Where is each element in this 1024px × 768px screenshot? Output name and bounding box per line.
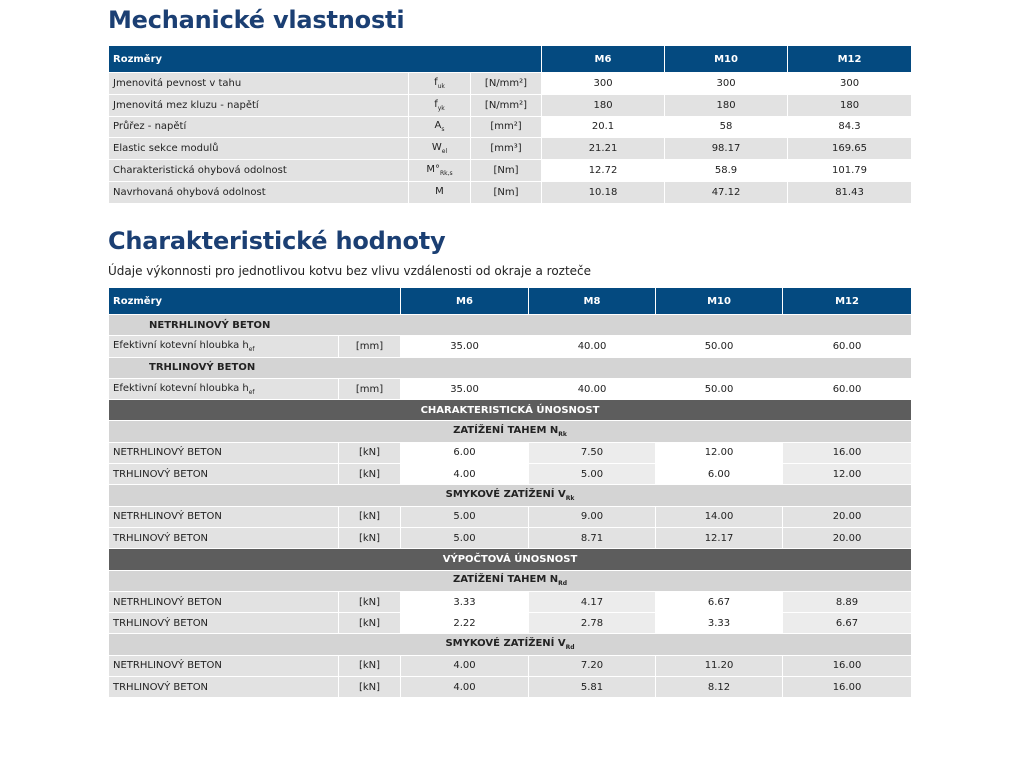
cell-value: 16.00 bbox=[783, 442, 912, 463]
cell-value: 16.00 bbox=[783, 677, 912, 698]
row-unit: [kN] bbox=[339, 591, 401, 612]
ef-sub: ef bbox=[248, 388, 255, 396]
table-header bbox=[109, 46, 912, 73]
trhlinovy-heading bbox=[109, 357, 912, 378]
cell-value: 300 bbox=[788, 73, 912, 95]
header-col: M10 bbox=[665, 46, 788, 73]
table-row bbox=[109, 160, 912, 182]
shear-rk-heading bbox=[109, 485, 912, 506]
cell-value: 8.71 bbox=[529, 527, 656, 548]
cell-value: 16.00 bbox=[783, 655, 912, 676]
tension-rd-heading bbox=[109, 570, 912, 591]
shear-rd-heading-label bbox=[109, 634, 912, 655]
cell-value: 40.00 bbox=[529, 336, 656, 357]
cell-value: 8.89 bbox=[783, 591, 912, 612]
page-title-mechanical: Mechanické vlastnosti bbox=[108, 6, 405, 34]
row-label: Průřez - napětí bbox=[109, 116, 409, 138]
cell-value: 4.00 bbox=[401, 655, 529, 676]
table-row bbox=[109, 442, 912, 463]
load-sub: Rd bbox=[565, 644, 575, 652]
table-row bbox=[109, 506, 912, 527]
table-row bbox=[109, 655, 912, 676]
cell-value: 20.00 bbox=[783, 506, 912, 527]
cell-value: 6.67 bbox=[656, 591, 783, 612]
cell-value: 5.00 bbox=[529, 464, 656, 485]
cell-value: 6.00 bbox=[401, 442, 529, 463]
cell-value: 12.00 bbox=[656, 442, 783, 463]
cell-value: 50.00 bbox=[656, 378, 783, 399]
cell-value: 6.00 bbox=[656, 464, 783, 485]
cell-value: 98.17 bbox=[665, 138, 788, 160]
table-row bbox=[109, 591, 912, 612]
cell-value: 6.67 bbox=[783, 613, 912, 634]
cell-value: 5.81 bbox=[529, 677, 656, 698]
mechanical-properties-table bbox=[108, 45, 912, 204]
row-label: Elastic sekce modulů bbox=[109, 138, 409, 160]
characteristic-heading-label: CHARAKTERISTICKÁ ÚNOSNOST bbox=[109, 400, 912, 421]
design-heading bbox=[109, 549, 912, 570]
cell-value: 21.21 bbox=[542, 138, 665, 160]
table-header bbox=[109, 288, 912, 315]
header-col: M10 bbox=[656, 288, 783, 315]
row-symbol bbox=[409, 94, 471, 116]
cell-value: 101.79 bbox=[788, 160, 912, 182]
row-unit: [N/mm²] bbox=[471, 73, 542, 95]
row-symbol bbox=[409, 160, 471, 182]
cell-value: 4.00 bbox=[401, 464, 529, 485]
cell-value: 180 bbox=[542, 94, 665, 116]
row-label: NETRHLINOVÝ BETON bbox=[109, 442, 339, 463]
cell-value: 81.43 bbox=[788, 181, 912, 203]
ef-label: Efektivní kotevní hloubka h bbox=[113, 339, 249, 351]
cell-value: 60.00 bbox=[783, 378, 912, 399]
tension-rk-heading-label bbox=[109, 421, 912, 442]
row-symbol bbox=[409, 73, 471, 95]
row-unit: [kN] bbox=[339, 506, 401, 527]
table-row bbox=[109, 116, 912, 138]
trhlinovy-heading-label: TRHLINOVÝ BETON bbox=[109, 357, 912, 378]
table-row bbox=[109, 73, 912, 95]
row-label: TRHLINOVÝ BETON bbox=[109, 464, 339, 485]
row-symbol bbox=[409, 138, 471, 160]
table-row bbox=[109, 181, 912, 203]
row-unit: [mm] bbox=[339, 378, 401, 399]
row-unit: [kN] bbox=[339, 464, 401, 485]
row-unit: [mm²] bbox=[471, 116, 542, 138]
cell-value: 60.00 bbox=[783, 336, 912, 357]
tension-rd-heading-label bbox=[109, 570, 912, 591]
cell-value: 5.00 bbox=[401, 506, 529, 527]
symbol-sub: uk bbox=[437, 82, 445, 90]
row-unit: [kN] bbox=[339, 527, 401, 548]
row-unit: [kN] bbox=[339, 442, 401, 463]
row-label: TRHLINOVÝ BETON bbox=[109, 613, 339, 634]
row-unit: [Nm] bbox=[471, 181, 542, 203]
header-col: M8 bbox=[529, 288, 656, 315]
cell-value: 4.17 bbox=[529, 591, 656, 612]
row-unit: [Nm] bbox=[471, 160, 542, 182]
cell-value: 3.33 bbox=[401, 591, 529, 612]
row-label bbox=[109, 378, 339, 399]
cell-value: 50.00 bbox=[656, 336, 783, 357]
row-label: TRHLINOVÝ BETON bbox=[109, 677, 339, 698]
row-unit: [mm³] bbox=[471, 138, 542, 160]
header-col: M6 bbox=[401, 288, 529, 315]
symbol-sub: s bbox=[441, 126, 445, 134]
row-label bbox=[109, 336, 339, 357]
cell-value: 12.72 bbox=[542, 160, 665, 182]
row-unit: [kN] bbox=[339, 613, 401, 634]
tension-rk-heading bbox=[109, 421, 912, 442]
load-sub: Rk bbox=[558, 431, 567, 439]
cell-value: 35.00 bbox=[401, 336, 529, 357]
cell-value: 35.00 bbox=[401, 378, 529, 399]
cell-value: 14.00 bbox=[656, 506, 783, 527]
row-label: Charakteristická ohybová odolnost bbox=[109, 160, 409, 182]
row-label: NETRHLINOVÝ BETON bbox=[109, 591, 339, 612]
table-row bbox=[109, 138, 912, 160]
cell-value: 84.3 bbox=[788, 116, 912, 138]
cell-value: 169.65 bbox=[788, 138, 912, 160]
cell-value: 12.00 bbox=[783, 464, 912, 485]
load-label: SMYKOVÉ ZATÍŽENÍ V bbox=[445, 638, 566, 650]
table-row bbox=[109, 613, 912, 634]
load-label: ZATÍŽENÍ TAHEM N bbox=[453, 425, 559, 437]
cell-value: 180 bbox=[665, 94, 788, 116]
header-label: Rozměry bbox=[109, 46, 542, 73]
cell-value: 2.22 bbox=[401, 613, 529, 634]
row-label: Navrhovaná ohybová odolnost bbox=[109, 181, 409, 203]
header-col: M12 bbox=[783, 288, 912, 315]
characteristic-values-table bbox=[108, 287, 912, 698]
symbol-sub: el bbox=[441, 148, 448, 156]
row-unit: [kN] bbox=[339, 655, 401, 676]
row-label: Jmenovitá pevnost v tahu bbox=[109, 73, 409, 95]
symbol-main: A bbox=[434, 120, 442, 132]
row-symbol bbox=[409, 116, 471, 138]
symbol-main: W bbox=[431, 142, 442, 154]
row-label: TRHLINOVÝ BETON bbox=[109, 527, 339, 548]
row-unit: [N/mm²] bbox=[471, 94, 542, 116]
cell-value: 5.00 bbox=[401, 527, 529, 548]
symbol-main: f bbox=[434, 76, 438, 88]
characteristic-heading bbox=[109, 400, 912, 421]
page-title-characteristic: Charakteristické hodnoty bbox=[108, 227, 446, 255]
symbol-main: M bbox=[435, 185, 444, 197]
symbol-main: f bbox=[434, 98, 438, 110]
cell-value: 10.18 bbox=[542, 181, 665, 203]
load-label: ZATÍŽENÍ TAHEM N bbox=[452, 574, 559, 586]
cell-value: 7.50 bbox=[529, 442, 656, 463]
table-row bbox=[109, 527, 912, 548]
cell-value: 58.9 bbox=[665, 160, 788, 182]
shear-rd-heading bbox=[109, 634, 912, 655]
row-symbol bbox=[409, 181, 471, 203]
symbol-main: M° bbox=[426, 164, 440, 176]
table-row bbox=[109, 378, 912, 399]
netrhlinovy-heading bbox=[109, 315, 912, 336]
cell-value: 4.00 bbox=[401, 677, 529, 698]
table-row bbox=[109, 94, 912, 116]
cell-value: 20.00 bbox=[783, 527, 912, 548]
load-sub: Rk bbox=[565, 495, 575, 503]
cell-value: 300 bbox=[665, 73, 788, 95]
table-row bbox=[109, 336, 912, 357]
table-row bbox=[109, 464, 912, 485]
row-label: NETRHLINOVÝ BETON bbox=[109, 506, 339, 527]
row-label: Jmenovitá mez kluzu - napětí bbox=[109, 94, 409, 116]
ef-sub: ef bbox=[248, 345, 255, 353]
cell-value: 58 bbox=[665, 116, 788, 138]
cell-value: 180 bbox=[788, 94, 912, 116]
header-label: Rozměry bbox=[109, 288, 401, 315]
table-row bbox=[109, 677, 912, 698]
header-col: M12 bbox=[788, 46, 912, 73]
cell-value: 8.12 bbox=[656, 677, 783, 698]
netrhlinovy-heading-label: NETRHLINOVÝ BETON bbox=[109, 315, 912, 336]
cell-value: 2.78 bbox=[529, 613, 656, 634]
row-unit: [kN] bbox=[339, 677, 401, 698]
cell-value: 9.00 bbox=[529, 506, 656, 527]
cell-value: 11.20 bbox=[656, 655, 783, 676]
symbol-sub: Rk,s bbox=[439, 170, 453, 178]
header-col: M6 bbox=[542, 46, 665, 73]
row-label: NETRHLINOVÝ BETON bbox=[109, 655, 339, 676]
cell-value: 40.00 bbox=[529, 378, 656, 399]
design-heading-label: VÝPOČTOVÁ ÚNOSNOST bbox=[109, 549, 912, 570]
cell-value: 300 bbox=[542, 73, 665, 95]
row-unit: [mm] bbox=[339, 336, 401, 357]
cell-value: 12.17 bbox=[656, 527, 783, 548]
cell-value: 47.12 bbox=[665, 181, 788, 203]
load-sub: Rd bbox=[558, 580, 568, 588]
subtitle: Údaje výkonnosti pro jednotlivou kotvu bez vlivu vzdálenosti od okraje a rozteče bbox=[108, 264, 592, 278]
symbol-sub: yk bbox=[437, 104, 445, 112]
cell-value: 3.33 bbox=[656, 613, 783, 634]
ef-label: Efektivní kotevní hloubka h bbox=[113, 382, 249, 394]
cell-value: 20.1 bbox=[542, 116, 665, 138]
shear-rk-heading-label bbox=[109, 485, 912, 506]
cell-value: 7.20 bbox=[529, 655, 656, 676]
load-label: SMYKOVÉ ZATÍŽENÍ V bbox=[445, 489, 566, 501]
